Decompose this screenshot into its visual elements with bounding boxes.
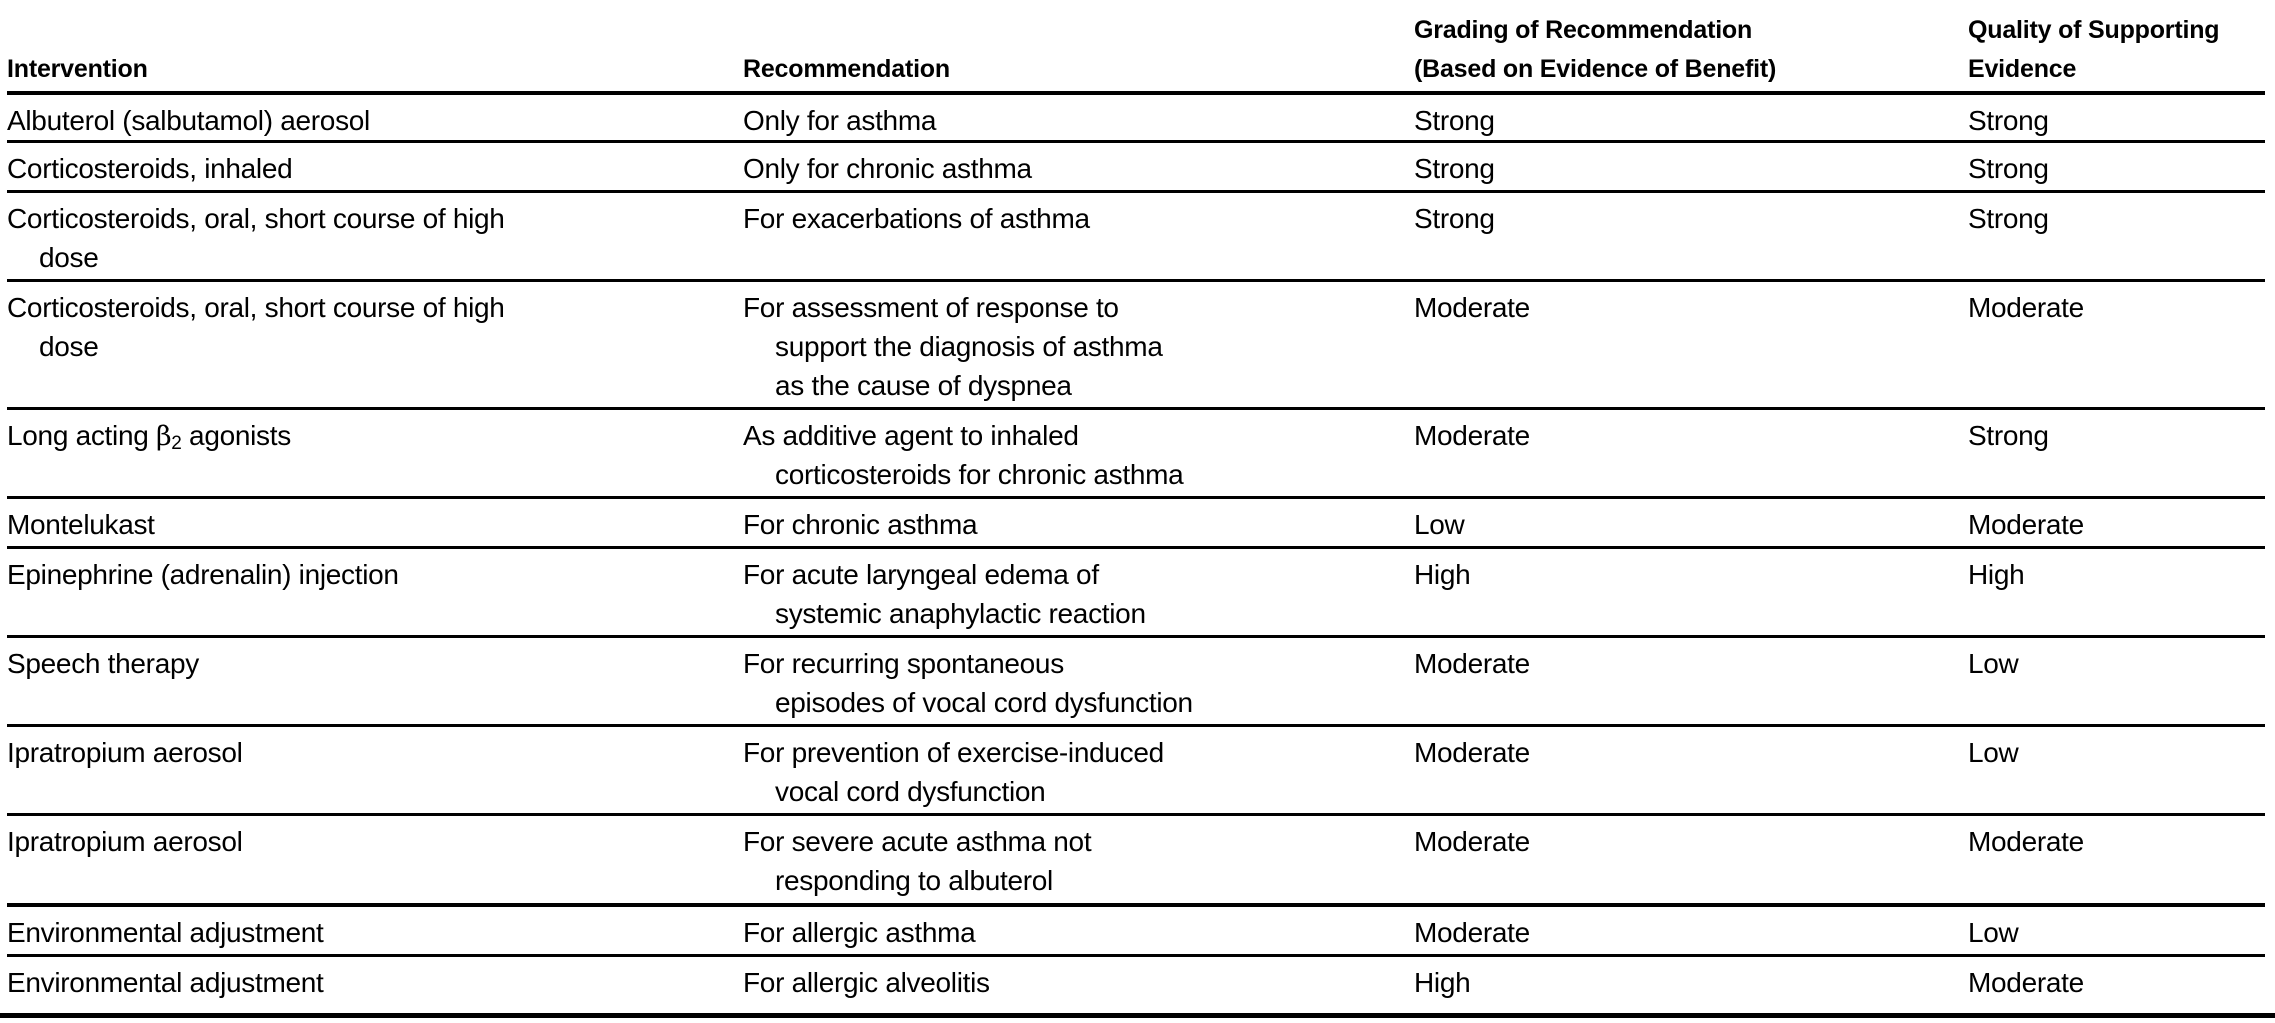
cell-text: Strong — [1414, 105, 1495, 136]
cell-grading — [1414, 913, 1530, 952]
cell-text: For prevention of exercise-induced — [743, 737, 1164, 768]
cell-text: Moderate — [1414, 420, 1530, 451]
cell-recommendation — [743, 913, 975, 952]
cell-text: For severe acute asthma not — [743, 826, 1092, 857]
cell-text: Low — [1968, 648, 2019, 679]
cell-text: For exacerbations of asthma — [743, 203, 1090, 234]
cell-text: Speech therapy — [7, 648, 199, 679]
cell-quality — [1968, 822, 2084, 861]
cell-text-continuation: as the cause of dyspnea — [775, 370, 1072, 401]
cell-text: Strong — [1968, 203, 2049, 234]
cell-recommendation — [743, 288, 1163, 405]
cell-text: Moderate — [1968, 967, 2084, 998]
cell-recommendation — [743, 555, 1146, 633]
cell-text: For assessment of response to — [743, 292, 1119, 323]
cell-intervention — [7, 101, 370, 140]
cell-text: As additive agent to inhaled — [743, 420, 1079, 451]
cell-text-continuation: dose — [39, 331, 99, 362]
cell-text-continuation: corticosteroids for chronic asthma — [775, 459, 1184, 490]
table-row — [0, 95, 2275, 141]
cell-text: Moderate — [1968, 509, 2084, 540]
cell-intervention — [7, 416, 291, 456]
cell-intervention — [7, 963, 324, 1002]
cell-quality — [1968, 101, 2049, 140]
table-bottom-rule — [0, 1013, 2275, 1018]
table-header — [0, 0, 2275, 94]
cell-grading — [1414, 101, 1495, 140]
table-row — [0, 193, 2275, 280]
cell-recommendation — [743, 963, 990, 1002]
cell-text: Strong — [1968, 105, 2049, 136]
header-label-line-2: Evidence — [1968, 55, 2077, 83]
cell-text: High — [1414, 559, 1471, 590]
cell-text: Albuterol (salbutamol) aerosol — [7, 105, 370, 136]
header-label-line-1: Quality of Supporting — [1968, 16, 2220, 44]
cell-text-continuation: responding to albuterol — [775, 865, 1053, 896]
cell-quality — [1968, 555, 2024, 594]
text-prefix: Long acting — [7, 420, 156, 451]
cell-text: Strong — [1414, 203, 1495, 234]
cell-intervention — [7, 505, 155, 544]
cell-text: Environmental adjustment — [7, 917, 324, 948]
cell-text: Low — [1414, 509, 1465, 540]
cell-grading — [1414, 505, 1464, 544]
cell-recommendation — [743, 733, 1164, 811]
cell-recommendation — [743, 149, 1032, 188]
cell-quality — [1968, 913, 2018, 952]
cell-grading — [1414, 644, 1530, 683]
cell-text: For acute laryngeal edema of — [743, 559, 1099, 590]
subscript: 2 — [171, 433, 182, 454]
cell-grading — [1414, 733, 1530, 772]
cell-grading — [1414, 416, 1530, 455]
header-recommendation — [743, 50, 950, 89]
table-row — [0, 907, 2275, 955]
cell-quality — [1968, 199, 2049, 238]
header-intervention — [7, 50, 148, 89]
cell-text: Moderate — [1414, 826, 1530, 857]
cell-grading — [1414, 822, 1530, 861]
cell-text: For chronic asthma — [743, 509, 978, 540]
cell-text: Environmental adjustment — [7, 967, 324, 998]
cell-text: Moderate — [1414, 737, 1530, 768]
cell-text: Moderate — [1968, 826, 2084, 857]
cell-text-continuation: support the diagnosis of asthma — [775, 331, 1163, 362]
table-row — [0, 727, 2275, 814]
cell-recommendation — [743, 644, 1193, 722]
cell-text: Montelukast — [7, 509, 155, 540]
cell-text: For recurring spontaneous — [743, 648, 1064, 679]
table-row — [0, 638, 2275, 725]
cell-intervention — [7, 733, 243, 772]
cell-text: Strong — [1968, 153, 2049, 184]
cell-intervention — [7, 913, 324, 952]
cell-text: Only for asthma — [743, 105, 937, 136]
header-label-line-1: Grading of Recommendation — [1414, 16, 1753, 44]
header-label-line-2: (Based on Evidence of Benefit) — [1414, 55, 1777, 83]
table-row — [0, 816, 2275, 904]
table-row — [0, 499, 2275, 547]
cell-recommendation — [743, 822, 1091, 900]
cell-grading — [1414, 199, 1495, 238]
cell-quality — [1968, 733, 2018, 772]
cell-grading — [1414, 149, 1495, 188]
cell-text: Ipratropium aerosol — [7, 737, 243, 768]
cell-grading — [1414, 288, 1530, 327]
cell-text: Corticosteroids, inhaled — [7, 153, 293, 184]
table-row — [0, 957, 2275, 1013]
cell-text: Epinephrine (adrenalin) injection — [7, 559, 399, 590]
cell-recommendation — [743, 101, 936, 140]
beta-symbol: β — [155, 421, 172, 452]
cell-recommendation — [743, 199, 1090, 238]
cell-intervention — [7, 149, 292, 188]
cell-text: Moderate — [1414, 292, 1530, 323]
cell-quality — [1968, 505, 2084, 544]
table-row — [0, 410, 2275, 497]
cell-quality — [1968, 288, 2084, 327]
cell-quality — [1968, 416, 2049, 455]
cell-text: Strong — [1414, 153, 1495, 184]
cell-text — [7, 416, 291, 456]
cell-text: Strong — [1968, 420, 2049, 451]
table-row — [0, 143, 2275, 191]
cell-intervention — [7, 555, 399, 594]
cell-intervention — [7, 288, 505, 366]
cell-text: Low — [1968, 917, 2019, 948]
cell-grading — [1414, 963, 1470, 1002]
cell-text-continuation: systemic anaphylactic reaction — [775, 598, 1146, 629]
header-grading — [1414, 11, 1776, 89]
cell-text: Moderate — [1968, 292, 2084, 323]
cell-text: For allergic asthma — [743, 917, 976, 948]
cell-recommendation — [743, 416, 1183, 494]
header-label: Intervention — [7, 55, 148, 83]
cell-text: Ipratropium aerosol — [7, 826, 243, 857]
cell-text: Moderate — [1414, 917, 1530, 948]
cell-text: Only for chronic asthma — [743, 153, 1032, 184]
cell-text: Low — [1968, 737, 2019, 768]
text-suffix: agonists — [181, 420, 291, 451]
header-label: Recommendation — [743, 55, 950, 83]
cell-intervention — [7, 644, 199, 683]
cell-grading — [1414, 555, 1470, 594]
cell-text: Moderate — [1414, 648, 1530, 679]
cell-text-continuation: episodes of vocal cord dysfunction — [775, 687, 1193, 718]
table-row — [0, 282, 2275, 408]
cell-text: Corticosteroids, oral, short course of high — [7, 292, 505, 323]
cell-intervention — [7, 822, 243, 861]
table-row — [0, 549, 2275, 636]
cell-quality — [1968, 963, 2084, 1002]
cell-intervention — [7, 199, 505, 277]
cell-text: For allergic alveolitis — [743, 967, 990, 998]
cell-text: High — [1414, 967, 1471, 998]
header-quality — [1968, 11, 2219, 89]
cell-text: Corticosteroids, oral, short course of high — [7, 203, 505, 234]
cell-quality — [1968, 644, 2018, 683]
cell-recommendation — [743, 505, 977, 544]
cell-text: High — [1968, 559, 2025, 590]
cell-quality — [1968, 149, 2049, 188]
cell-text-continuation: dose — [39, 242, 99, 273]
cell-text-continuation: vocal cord dysfunction — [775, 776, 1046, 807]
